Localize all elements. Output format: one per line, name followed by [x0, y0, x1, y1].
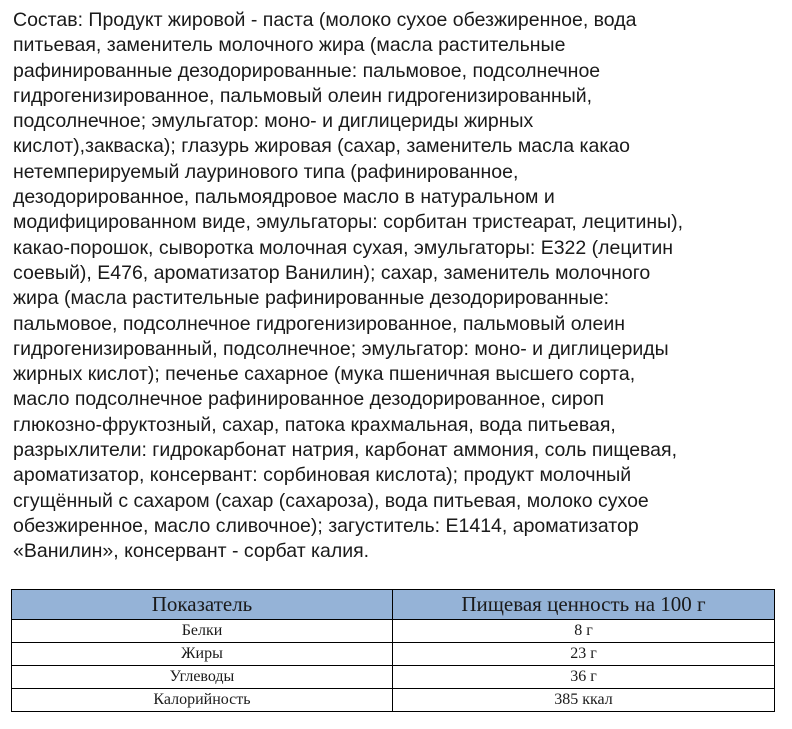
header-value: Пищевая ценность на 100 г [393, 590, 775, 620]
row-indicator: Углеводы [12, 666, 393, 689]
composition-line: кислот),закваска); глазурь жировая (сахар, заменитель масла какао [13, 135, 630, 158]
header-indicator: Показатель [12, 590, 393, 620]
row-value: 385 ккал [393, 689, 775, 712]
composition-line: «Ванилин», консервант - сорбат калия. [13, 540, 370, 563]
nutrition-table [11, 589, 775, 712]
row-indicator: Белки [12, 620, 393, 643]
composition-line: разрыхлители: гидрокарбонат натрия, карбонат аммония, соль пищевая, [13, 439, 678, 462]
row-value: 23 г [393, 643, 775, 666]
composition-line: жирных кислот); печенье сахарное (мука пшеничная высшего сорта, [13, 363, 636, 386]
table-row [12, 689, 775, 712]
composition-line: дезодорированное, пальмоядровое масло в натуральном и [13, 186, 555, 209]
composition-line: подсолнечное; эмульгатор: моно- и диглицериды жирных [13, 110, 534, 133]
composition-line: модифицированном виде, эмульгаторы: сорбитан тристеарат, лецитины), [13, 211, 684, 234]
composition-line: Состав: Продукт жировой - паста (молоко сухое обезжиренное, вода [13, 9, 637, 31]
composition-line: гидрогенизированный, подсолнечное; эмульгатор: моно- и диглицериды [13, 337, 669, 360]
composition-line: обезжиренное, масло сливочное); загуститель: Е1414, ароматизатор [13, 514, 639, 537]
composition-line: рафинированные дезодорированные: пальмовое, подсолнечное [13, 59, 601, 82]
table-header-row [12, 590, 775, 620]
table-row [12, 643, 775, 666]
composition-line: соевый), Е476, ароматизатор Ванилин); сахар, заменитель молочного [13, 261, 651, 284]
composition-line: глюкозно-фруктозный, сахар, патока крахмальная, вода питьевая, [13, 413, 616, 436]
composition-line: питьевая, заменитель молочного жира (масла растительные [13, 34, 566, 57]
row-indicator: Жиры [12, 643, 393, 666]
composition-line: пальмовое, подсолнечное гидрогенизированное, пальмовый олеин [13, 312, 625, 335]
composition-text [13, 8, 783, 565]
row-value: 36 г [393, 666, 775, 689]
composition-line: сгущённый с сахаром (сахар (сахароза), вода питьевая, молоко сухое [13, 489, 649, 512]
row-indicator: Калорийность [12, 689, 393, 712]
row-value: 8 г [393, 620, 775, 643]
composition-line: гидрогенизированное, пальмовый олеин гидрогенизированный, [13, 84, 593, 107]
composition-line: нетемперируемый лауринового типа (рафинированное, [13, 160, 519, 183]
composition-line: жира (масла растительные рафинированные дезодорированные: [13, 287, 610, 310]
composition-line: масло подсолнечное рафинированное дезодорированное, сироп [13, 388, 605, 411]
table-row [12, 666, 775, 689]
table-row [12, 620, 775, 643]
composition-line: какао-порошок, сыворотка молочная сухая, эмульгаторы: Е322 (лецитин [13, 236, 674, 259]
composition-line: ароматизатор, консервант: сорбиновая кислота); продукт молочный [13, 464, 632, 487]
